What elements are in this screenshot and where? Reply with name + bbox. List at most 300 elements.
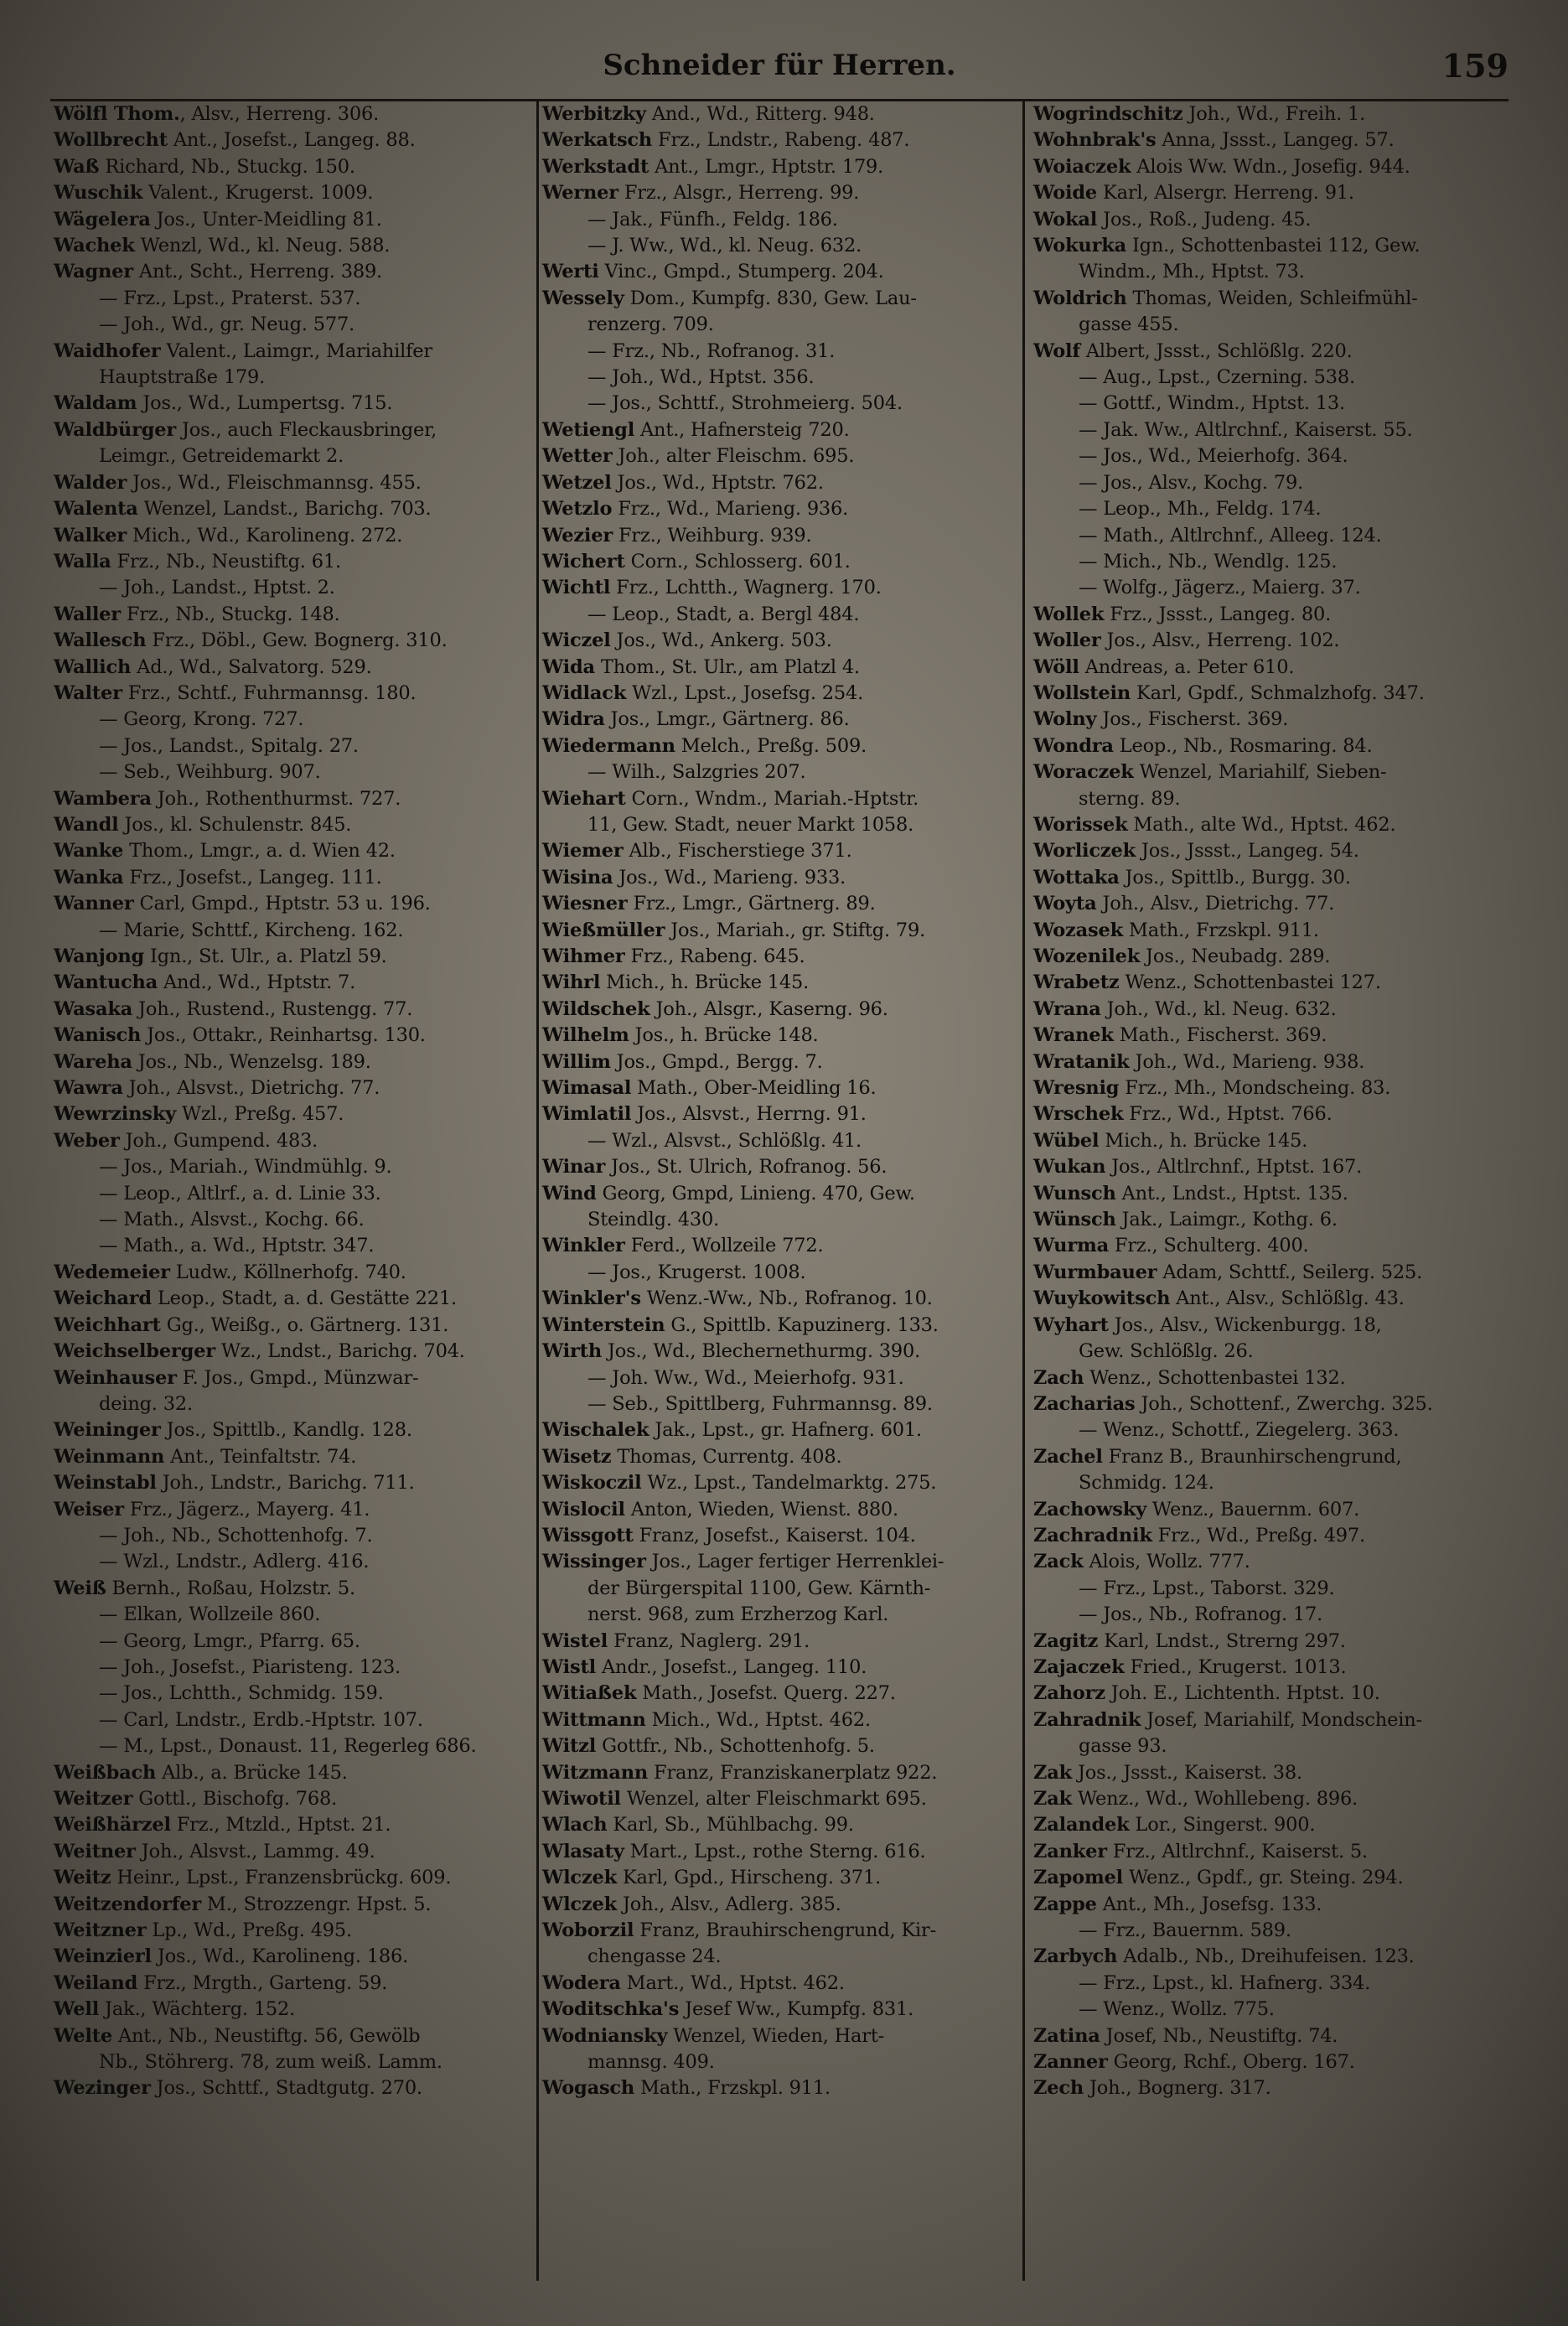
entry-name: Weitzer bbox=[54, 1788, 133, 1810]
directory-entry bbox=[539, 838, 1022, 864]
entry-details: Jak., Wächterg. 152. bbox=[99, 1998, 296, 2021]
entry-details: Mich., Wd., Karolineng. 272. bbox=[127, 524, 403, 547]
directory-entry bbox=[539, 1812, 1022, 1838]
directory-entry bbox=[539, 1101, 1022, 1127]
entry-details: Karl, Alsergr. Herreng. 91. bbox=[1097, 182, 1354, 205]
entry-details: Adalb., Nb., Dreihufeisen. 123. bbox=[1117, 1945, 1415, 1968]
directory-entry bbox=[539, 1971, 1022, 1997]
directory-entry bbox=[1030, 812, 1508, 838]
entry-name: Wrabetz bbox=[1033, 971, 1120, 994]
directory-entry bbox=[1030, 1075, 1508, 1101]
entry-details: — Marie, Schttf., Kircheng. 162. bbox=[99, 919, 404, 941]
entry-name: Waldbürger bbox=[54, 418, 177, 441]
entry-name: Wiczel bbox=[542, 629, 611, 652]
directory-entry-continuation bbox=[50, 1154, 533, 1180]
entry-details: Frz., Schulterg. 400. bbox=[1108, 1235, 1309, 1257]
entry-name: Wöll bbox=[1033, 655, 1079, 678]
entry-name: Walter bbox=[54, 681, 122, 704]
entry-name: Walder bbox=[54, 471, 127, 494]
entry-name: Wallich bbox=[54, 655, 132, 678]
directory-entry bbox=[50, 1286, 533, 1312]
directory-entry-continuation bbox=[1030, 1971, 1508, 1997]
entry-details: — Math., Alsvst., Kochg. 66. bbox=[99, 1209, 365, 1231]
entry-details: Mich., h. Brücke 145. bbox=[600, 971, 810, 994]
entry-details: — J. Ww., Wd., kl. Neug. 632. bbox=[587, 235, 862, 257]
entry-details: — Jos., Lchtth., Schmidg. 159. bbox=[99, 1682, 384, 1705]
entry-name: Zanker bbox=[1033, 1840, 1107, 1862]
entry-details: Wenzl, Wd., kl. Neug. 588. bbox=[134, 235, 391, 257]
entry-name: Wanka bbox=[54, 866, 124, 888]
directory-entry bbox=[539, 575, 1022, 601]
entry-details: Wenz., Schottenbastei 132. bbox=[1084, 1366, 1346, 1389]
running-head: Schneider für Herren. bbox=[603, 49, 956, 82]
entry-name: Zacharias bbox=[1033, 1392, 1136, 1415]
entry-details: Frz., Altlrchnf., Kaiserst. 5. bbox=[1106, 1840, 1368, 1862]
entry-name: Zachowsky bbox=[1033, 1498, 1146, 1520]
entry-details: Jak., Laimgr., Kothg. 6. bbox=[1115, 1209, 1338, 1231]
entry-details: Wenz., Bauernm. 607. bbox=[1146, 1498, 1360, 1520]
directory-entry-continuation bbox=[50, 2049, 533, 2075]
entry-name: Weitzner bbox=[54, 1919, 147, 1942]
directory-entry bbox=[50, 1313, 533, 1339]
directory-entry-continuation bbox=[539, 602, 1022, 628]
directory-entry bbox=[50, 628, 533, 654]
entry-name: Wölfl Thom. bbox=[54, 103, 180, 125]
directory-entry bbox=[1030, 997, 1508, 1023]
entry-name: Wurmbauer bbox=[1033, 1261, 1157, 1283]
entry-details: nerst. 968, zum Erzherzog Karl. bbox=[587, 1603, 889, 1626]
entry-details: — Math., Altlrchnf., Alleeg. 124. bbox=[1079, 524, 1382, 547]
entry-name: Wanner bbox=[54, 893, 134, 915]
entry-name: Wukan bbox=[1033, 1156, 1106, 1179]
entry-details: Thom., Lmgr., a. d. Wien 42. bbox=[123, 840, 396, 863]
entry-details: Math., Frzskpl. 911. bbox=[1122, 919, 1319, 941]
directory-entry bbox=[539, 1470, 1022, 1496]
directory-entry bbox=[50, 417, 533, 443]
directory-entry bbox=[50, 944, 533, 970]
directory-entry bbox=[50, 2023, 533, 2049]
directory-entry bbox=[1030, 1681, 1508, 1707]
directory-entry bbox=[1030, 1760, 1508, 1786]
directory-entry bbox=[1030, 1523, 1508, 1549]
directory-entry bbox=[539, 154, 1022, 180]
entry-details: Heinr., Lpst., Franzensbrückg. 609. bbox=[111, 1867, 452, 1889]
entry-details: Ant., Lmgr., Hptstr. 179. bbox=[649, 155, 884, 178]
entry-details: Joh., Schottenf., Zwerchg. 325. bbox=[1135, 1392, 1433, 1415]
entry-name: Werkatsch bbox=[542, 129, 653, 152]
directory-entry bbox=[1030, 101, 1508, 127]
directory-entry-continuation bbox=[539, 391, 1022, 417]
entry-name: Waß bbox=[54, 155, 100, 178]
entry-name: Waldam bbox=[54, 392, 137, 415]
directory-entry bbox=[1030, 1233, 1508, 1259]
directory-entry bbox=[1030, 1812, 1508, 1838]
entry-details: Jos., Roß., Judeng. 45. bbox=[1097, 208, 1312, 231]
directory-entry bbox=[539, 1023, 1022, 1049]
entry-name: Woyta bbox=[1033, 893, 1097, 915]
directory-entry bbox=[50, 1101, 533, 1127]
entry-name: Wlach bbox=[542, 1814, 608, 1836]
entry-name: Wisetz bbox=[542, 1445, 612, 1468]
directory-entry-continuation bbox=[50, 759, 533, 785]
entry-name: Wetzlo bbox=[542, 498, 613, 521]
entry-details: Alois, Wollz. 777. bbox=[1083, 1551, 1250, 1573]
entry-name: Wetzel bbox=[542, 471, 612, 494]
entry-details: Hauptstraße 179. bbox=[99, 366, 266, 389]
entry-details: Richard, Nb., Stuckg. 150. bbox=[99, 155, 355, 178]
directory-entry bbox=[1030, 1839, 1508, 1865]
entry-details: Mart., Lpst., rothe Sterng. 616. bbox=[624, 1840, 926, 1862]
entry-details: Jos., Lager fertiger Herrenklei- bbox=[645, 1551, 944, 1573]
entry-name: Wlczek bbox=[542, 1893, 617, 1915]
directory-entry bbox=[50, 1812, 533, 1838]
directory-entry-continuation bbox=[539, 1602, 1022, 1628]
entry-details: deing. 32. bbox=[99, 1392, 193, 1415]
entry-details: Frz., Wd., Marieng. 936. bbox=[612, 498, 849, 521]
entry-name: Weitzendorfer bbox=[54, 1893, 201, 1915]
directory-entry bbox=[1030, 1049, 1508, 1075]
directory-entry bbox=[50, 786, 533, 812]
directory-entry bbox=[539, 1075, 1022, 1101]
directory-entry bbox=[1030, 865, 1508, 891]
entry-details: Wenzel, Wieden, Hart- bbox=[667, 2024, 885, 2047]
entry-details: — Wenz., Wollz. 775. bbox=[1079, 1998, 1275, 2021]
directory-entry bbox=[1030, 1154, 1508, 1180]
directory-entry-continuation bbox=[50, 286, 533, 312]
entry-name: Zanner bbox=[1033, 2051, 1108, 2074]
entry-name: Wogrindschitz bbox=[1033, 103, 1183, 125]
directory-entry bbox=[1030, 207, 1508, 233]
entry-name: Weinhauser bbox=[54, 1366, 177, 1389]
directory-entry bbox=[539, 997, 1022, 1023]
entry-details: Frz., Lndstr., Rabeng. 487. bbox=[652, 129, 910, 152]
entry-details: Wzl., Lpst., Josefsg. 254. bbox=[626, 681, 864, 704]
entry-name: Wagner bbox=[54, 261, 133, 283]
entry-details: gasse 93. bbox=[1079, 1735, 1167, 1758]
entry-name: Wihmer bbox=[542, 945, 625, 967]
entry-name: Woide bbox=[1033, 182, 1098, 205]
entry-details: — Wilh., Salzgries 207. bbox=[587, 761, 806, 784]
entry-details: Steindlg. 430. bbox=[587, 1209, 720, 1231]
directory-entry bbox=[1030, 1655, 1508, 1681]
directory-entry-continuation bbox=[1030, 259, 1508, 285]
entry-name: Wichert bbox=[542, 550, 625, 572]
entry-details: — Math., a. Wd., Hptstr. 347. bbox=[99, 1235, 375, 1257]
entry-name: Wranek bbox=[1033, 1024, 1114, 1047]
directory-entry bbox=[1030, 180, 1508, 206]
entry-details: Math., Ober-Meidling 16. bbox=[631, 1077, 877, 1100]
entry-details: Bernh., Roßau, Holzstr. 5. bbox=[106, 1577, 355, 1599]
directory-entry bbox=[539, 1629, 1022, 1655]
directory-entry bbox=[1030, 2049, 1508, 2075]
entry-name: Wünsch bbox=[1033, 1209, 1116, 1231]
directory-entry bbox=[50, 101, 533, 127]
directory-entry-continuation bbox=[539, 1260, 1022, 1286]
entry-name: Willim bbox=[542, 1050, 611, 1073]
entry-name: Wlczek bbox=[542, 1867, 617, 1889]
directory-entry bbox=[1030, 1286, 1508, 1312]
entry-name: Waidhofer bbox=[54, 339, 161, 362]
directory-entry-continuation bbox=[50, 1523, 533, 1549]
entry-details: — Frz., Lpst., Praterst. 537. bbox=[99, 287, 361, 309]
entry-details: Wenz., Gpdf., gr. Steing. 294. bbox=[1123, 1867, 1404, 1889]
directory-entry-continuation bbox=[50, 707, 533, 733]
entry-name: Wissgott bbox=[542, 1524, 634, 1546]
entry-name: Werkstadt bbox=[542, 155, 649, 178]
directory-entry-continuation bbox=[539, 1128, 1022, 1154]
directory-entry bbox=[1030, 1707, 1508, 1733]
directory-entry bbox=[1030, 1944, 1508, 1970]
entry-details: Jos., St. Ulrich, Rofranog. 56. bbox=[605, 1156, 887, 1179]
directory-entry bbox=[1030, 127, 1508, 153]
entry-details: Thomas, Weiden, Schleifmühl- bbox=[1126, 287, 1418, 309]
directory-entry bbox=[539, 443, 1022, 469]
directory-entry bbox=[50, 1417, 533, 1443]
entry-details: Wz., Lndst., Barichg. 704. bbox=[215, 1340, 465, 1363]
entry-details: Ant., Lndst., Hptst. 135. bbox=[1115, 1182, 1348, 1204]
entry-name: Wida bbox=[542, 655, 595, 678]
entry-name: Wunsch bbox=[1033, 1182, 1116, 1204]
entry-details: Nb., Stöhrerg. 78, zum weiß. Lamm. bbox=[99, 2051, 442, 2074]
column-3 bbox=[1022, 101, 1508, 2281]
entry-details: Ant., Mh., Josefsg. 133. bbox=[1096, 1893, 1322, 1915]
entry-name: Wogasch bbox=[542, 2077, 635, 2100]
entry-name: Wiskoczil bbox=[542, 1472, 642, 1495]
entry-details: Math., alte Wd., Hptst. 462. bbox=[1127, 813, 1396, 836]
entry-name: Wessely bbox=[542, 287, 624, 309]
directory-entry bbox=[50, 154, 533, 180]
entry-name: Wareha bbox=[54, 1050, 132, 1073]
entry-name: Wetiengl bbox=[542, 418, 635, 441]
directory-entry bbox=[539, 1839, 1022, 1865]
directory-entry bbox=[539, 1865, 1022, 1891]
entry-details: Joh., Alsvst., Lammg. 49. bbox=[135, 1840, 375, 1862]
entry-name: Zarbych bbox=[1033, 1945, 1118, 1968]
entry-details: Anton, Wieden, Wienst. 880. bbox=[624, 1498, 898, 1520]
directory-entry-continuation bbox=[50, 1681, 533, 1707]
directory-entry bbox=[1030, 1892, 1508, 1918]
entry-details: Joh., Gumpend. 483. bbox=[119, 1129, 318, 1152]
entry-name: Welte bbox=[54, 2024, 113, 2047]
directory-entry bbox=[1030, 286, 1508, 312]
entry-name: Wohnbrak's bbox=[1033, 129, 1157, 152]
entry-details: Frz., Weihburg. 939. bbox=[613, 524, 812, 547]
directory-entry bbox=[1030, 1549, 1508, 1575]
entry-name: Wurma bbox=[1033, 1235, 1109, 1257]
directory-entry bbox=[50, 891, 533, 917]
entry-name: Wozenilek bbox=[1033, 945, 1141, 967]
entry-name: Walenta bbox=[54, 498, 138, 521]
entry-name: Zagitz bbox=[1033, 1629, 1099, 1652]
directory-entry bbox=[1030, 918, 1508, 944]
directory-entry-continuation bbox=[50, 1655, 533, 1681]
directory-entry bbox=[1030, 1629, 1508, 1655]
entry-details: Wenz., Schottenbastei 127. bbox=[1119, 971, 1381, 994]
entry-name: Wissinger bbox=[542, 1551, 646, 1573]
directory-entry-continuation bbox=[1030, 523, 1508, 549]
entry-details: Jos., Spittlb., Burgg. 30. bbox=[1119, 866, 1351, 888]
entry-details: Lp., Wd., Preßg. 495. bbox=[146, 1919, 352, 1942]
entry-details: mannsg. 409. bbox=[587, 2051, 715, 2074]
entry-details: — Frz., Lpst., Taborst. 329. bbox=[1079, 1577, 1335, 1599]
entry-details: — Joh. Ww., Wd., Meierhofg. 931. bbox=[587, 1366, 904, 1389]
entry-details: Jos., Schttf., Stadtgutg. 270. bbox=[150, 2077, 422, 2100]
entry-details: Jos., Wd., Karolineng. 186. bbox=[151, 1945, 409, 1968]
directory-entry-continuation bbox=[50, 918, 533, 944]
entry-name: Woborzil bbox=[542, 1919, 634, 1942]
entry-details: Franz B., Braunhirschengrund, bbox=[1102, 1445, 1402, 1468]
entry-details: Joh., Rustend., Rustengg. 77. bbox=[132, 997, 413, 1020]
entry-details: Frz., Mrgth., Garteng. 59. bbox=[137, 1971, 388, 1994]
directory-entry bbox=[539, 628, 1022, 654]
entry-details: Frz., Jägerz., Mayerg. 41. bbox=[123, 1498, 370, 1520]
entry-name: Wasaka bbox=[54, 997, 133, 1020]
directory-entry bbox=[539, 1760, 1022, 1786]
entry-name: Wodera bbox=[542, 1971, 621, 1994]
entry-name: Wlasaty bbox=[542, 1840, 624, 1862]
entry-details: Adam, Schttf., Seilerg. 525. bbox=[1157, 1261, 1423, 1283]
entry-details: sterng. 89. bbox=[1079, 787, 1181, 810]
entry-details: Leop., Nb., Rosmaring. 84. bbox=[1113, 734, 1373, 757]
entry-details: Fried., Krugerst. 1013. bbox=[1124, 1655, 1347, 1678]
entry-details: Franz, Naglerg. 291. bbox=[608, 1629, 810, 1652]
entry-details: Karl, Sb., Mühlbachg. 99. bbox=[607, 1814, 854, 1836]
entry-name: Winar bbox=[542, 1156, 606, 1179]
entry-name: Worissek bbox=[1033, 813, 1128, 836]
directory-entry bbox=[1030, 1497, 1508, 1523]
directory-entry bbox=[50, 1576, 533, 1602]
entry-name: Wimlatil bbox=[542, 1103, 632, 1126]
column-1 bbox=[50, 101, 533, 2281]
directory-entry-continuation bbox=[1030, 470, 1508, 496]
entry-details: Joh., Wd., Marieng. 938. bbox=[1129, 1050, 1365, 1073]
entry-name: Wrschek bbox=[1033, 1103, 1124, 1126]
entry-details: Jak., Lpst., gr. Hafnerg. 601. bbox=[649, 1419, 922, 1442]
directory-entry bbox=[539, 786, 1022, 812]
directory-entry bbox=[539, 1313, 1022, 1339]
entry-details: — Seb., Spittlberg, Fuhrmannsg. 89. bbox=[587, 1392, 933, 1415]
entry-details: — Mich., Nb., Wendlg. 125. bbox=[1079, 550, 1338, 572]
entry-name: Walker bbox=[54, 524, 127, 547]
entry-details: Jos., auch Fleckausbringer, bbox=[176, 418, 437, 441]
entry-details: Frz., Alsgr., Herreng. 99. bbox=[618, 182, 860, 205]
entry-details: Ant., Nb., Neustiftg. 56, Gewölb bbox=[112, 2024, 421, 2047]
directory-entry-continuation bbox=[1030, 312, 1508, 338]
directory-entry bbox=[50, 602, 533, 628]
entry-details: — Wolfg., Jägerz., Maierg. 37. bbox=[1079, 577, 1361, 599]
entry-details: Frz., Wd., Preßg. 497. bbox=[1151, 1524, 1365, 1546]
directory-entry-continuation bbox=[539, 1576, 1022, 1602]
directory-entry bbox=[50, 180, 533, 206]
entry-name: Weißhärzel bbox=[54, 1814, 171, 1836]
entry-details: Gg., Weißg., o. Gärtnerg. 131. bbox=[160, 1313, 449, 1336]
directory-entry bbox=[50, 207, 533, 233]
directory-entry bbox=[50, 549, 533, 575]
entry-name: Wanke bbox=[54, 840, 124, 863]
entry-details: Jos., Ottakr., Reinhartsg. 130. bbox=[141, 1024, 426, 1047]
entry-name: Wießmüller bbox=[542, 919, 665, 941]
entry-details: Wenzel, Mariahilf, Sieben- bbox=[1133, 761, 1387, 784]
entry-name: Weber bbox=[54, 1129, 120, 1152]
directory-entry bbox=[1030, 707, 1508, 733]
directory-entry bbox=[50, 1023, 533, 1049]
entry-details: Jos., Nb., Wenzelsg. 189. bbox=[132, 1050, 371, 1073]
entry-details: Ign., St. Ulr., a. Platzl 59. bbox=[144, 945, 387, 967]
entry-details: chengasse 24. bbox=[587, 1945, 722, 1968]
entry-details: — Wzl., Lndstr., Adlerg. 416. bbox=[99, 1551, 370, 1573]
entry-details: Jos., Wd., Lumpertsg. 715. bbox=[137, 392, 393, 415]
directory-entry bbox=[50, 1971, 533, 1997]
directory-entry bbox=[50, 1497, 533, 1523]
entry-name: Zahradnik bbox=[1033, 1708, 1141, 1731]
directory-entry bbox=[50, 1470, 533, 1496]
directory-columns bbox=[50, 99, 1508, 2281]
entry-name: Wübel bbox=[1033, 1129, 1100, 1152]
entry-name: Woditschka's bbox=[542, 1998, 680, 2021]
directory-entry bbox=[50, 259, 533, 285]
directory-entry-continuation bbox=[539, 759, 1022, 785]
entry-details: Jos., Wd., Blechernethurmg. 390. bbox=[602, 1340, 921, 1363]
directory-entry-continuation bbox=[539, 812, 1022, 838]
directory-entry bbox=[1030, 1260, 1508, 1286]
entry-name: Weinzierl bbox=[54, 1945, 152, 1968]
entry-details: Ant., Josefst., Langeg. 88. bbox=[167, 129, 416, 152]
directory-entry bbox=[50, 1839, 533, 1865]
entry-name: Wondra bbox=[1033, 734, 1114, 757]
entry-details: — Gottf., Windm., Hptst. 13. bbox=[1079, 392, 1345, 415]
entry-name: Zach bbox=[1033, 1366, 1084, 1389]
directory-entry bbox=[50, 1339, 533, 1365]
entry-details: Ad., Wd., Salvatorg. 529. bbox=[131, 655, 372, 678]
entry-details: Vinc., Gmpd., Stumperg. 204. bbox=[598, 261, 884, 283]
entry-details: Joh., Wd., kl. Neug. 632. bbox=[1100, 997, 1337, 1020]
entry-details: Joh., alter Fleischm. 695. bbox=[612, 445, 855, 468]
entry-details: Georg, Rchf., Oberg. 167. bbox=[1107, 2051, 1355, 2074]
directory-entry bbox=[1030, 1391, 1508, 1417]
directory-entry-continuation bbox=[50, 443, 533, 469]
directory-entry-continuation bbox=[1030, 1417, 1508, 1443]
directory-entry bbox=[1030, 733, 1508, 759]
entry-name: Wawra bbox=[54, 1077, 123, 1100]
directory-entry bbox=[50, 2075, 533, 2101]
entry-details: der Bürgerspital 1100, Gew. Kärnth- bbox=[587, 1577, 931, 1599]
entry-name: Weichhart bbox=[54, 1313, 161, 1336]
directory-entry bbox=[1030, 154, 1508, 180]
entry-details: — Jos., Landst., Spitalg. 27. bbox=[99, 734, 359, 757]
directory-entry bbox=[539, 1549, 1022, 1575]
directory-entry-continuation bbox=[1030, 1918, 1508, 1944]
directory-entry-continuation bbox=[1030, 1733, 1508, 1759]
entry-name: Wezinger bbox=[54, 2077, 151, 2100]
entry-details: Ant., Teinfaltstr. 74. bbox=[164, 1445, 357, 1468]
entry-name: Zachradnik bbox=[1033, 1524, 1152, 1546]
entry-name: Zappe bbox=[1033, 1893, 1097, 1915]
directory-entry bbox=[1030, 838, 1508, 864]
entry-details: Joh. E., Lichtenth. Hptst. 10. bbox=[1105, 1682, 1380, 1705]
entry-details: — Georg, Krong. 727. bbox=[99, 708, 304, 731]
directory-entry bbox=[539, 1892, 1022, 1918]
directory-entry bbox=[50, 1128, 533, 1154]
entry-name: Wresnig bbox=[1033, 1077, 1120, 1100]
directory-entry bbox=[1030, 2075, 1508, 2101]
directory-entry bbox=[539, 2023, 1022, 2049]
entry-details: Jos., Wd., Marieng. 933. bbox=[613, 866, 846, 888]
directory-entry-continuation bbox=[50, 1207, 533, 1233]
entry-name: Wihrl bbox=[542, 971, 601, 994]
entry-details: Franz, Josefst., Kaiserst. 104. bbox=[633, 1524, 916, 1546]
entry-name: Wolf bbox=[1033, 339, 1080, 362]
entry-details: Karl, Lndst., Strerng 297. bbox=[1098, 1629, 1346, 1652]
